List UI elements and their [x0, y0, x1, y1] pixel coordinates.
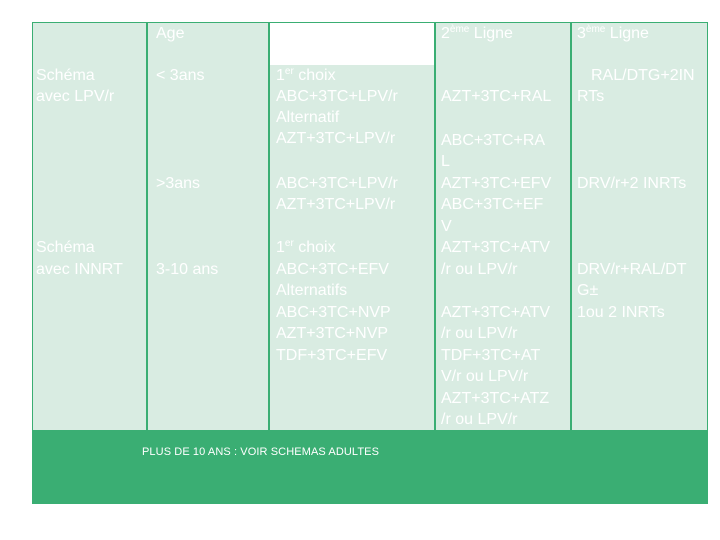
header-second-line: 2ème Ligne — [441, 24, 513, 42]
third-line-drv: DRV/r+2 INRTs — [577, 175, 687, 192]
innrt-first-line: ABC+3TC+EFV — [276, 261, 389, 278]
lpv-lt3-line1: ABC+3TC+LPV/r — [276, 88, 398, 105]
lpv-second-line: AZT+3TC+RAL — [441, 88, 552, 105]
lpv-lt3-line2: AZT+3TC+LPV/r — [276, 130, 396, 147]
second-line-item-b: TDF+3TC+AT — [441, 347, 541, 364]
row-label-innrt-2: avec INNRT — [36, 261, 123, 278]
innrt-alt-1: ABC+3TC+NVP — [276, 304, 391, 321]
second-line-item: AZT+3TC+ATV — [441, 239, 551, 256]
second-line-item-b: AZT+3TC+ATV — [441, 304, 551, 321]
third-line-innrt-2: G± — [577, 282, 599, 299]
lpv-first-choice: 1er choix — [276, 66, 336, 84]
second-line-item: AZT+3TC+EFV — [441, 175, 552, 192]
second-line-item-b: V/r ou LPV/r — [441, 368, 529, 385]
second-line-item: ABC+3TC+RA — [441, 132, 546, 149]
row-label-lpv-1: Schéma — [36, 67, 95, 84]
innrt-alt-3: TDF+3TC+EFV — [276, 347, 388, 364]
age-gt3: >3ans — [156, 175, 201, 192]
header-first-line-2: 1ère Ligne — [276, 43, 343, 61]
second-line-item: L — [441, 153, 450, 170]
second-line-item: ABC+3TC+EF — [441, 196, 544, 213]
third-line-innrt-3: 1ou 2 INRTs — [577, 304, 665, 321]
second-line-item: /r ou LPV/r — [441, 261, 518, 278]
age-lt3: < 3ans — [156, 67, 205, 84]
row-label-lpv-2: avec LPV/r — [36, 88, 115, 105]
age-3-10: 3-10 ans — [156, 261, 219, 278]
row-label-innrt-1: Schéma — [36, 239, 95, 256]
second-line-item-b: /r ou LPV/r — [441, 325, 518, 342]
header-third-line: 3ème Ligne — [577, 24, 649, 42]
lpv-third-line-1: RAL/DTG+2IN — [591, 67, 695, 84]
footer-note: PLUS DE 10 ANS : VOIR SCHEMAS ADULTES — [142, 446, 380, 458]
innrt-alt-2: AZT+3TC+NVP — [276, 325, 389, 342]
header-first-line: Schéma utilisé en — [276, 25, 403, 42]
second-line-item-b: AZT+3TC+ATZ — [441, 390, 550, 407]
innrt-alternatifs: Alternatifs — [276, 282, 348, 299]
second-line-item: V — [441, 218, 452, 235]
lpv-third-line-2: RTs — [577, 88, 605, 105]
lpv-gt3-line1: ABC+3TC+LPV/r — [276, 175, 398, 192]
lpv-lt3-alt: Alternatif — [276, 109, 340, 126]
innrt-first-choice: 1er choix — [276, 238, 336, 256]
second-line-item-b: /r ou LPV/r — [441, 411, 518, 428]
third-line-innrt-1: DRV/r+RAL/DT — [577, 261, 687, 278]
header-age: Age — [156, 25, 185, 42]
lpv-gt3-line2: AZT+3TC+LPV/r — [276, 196, 396, 213]
